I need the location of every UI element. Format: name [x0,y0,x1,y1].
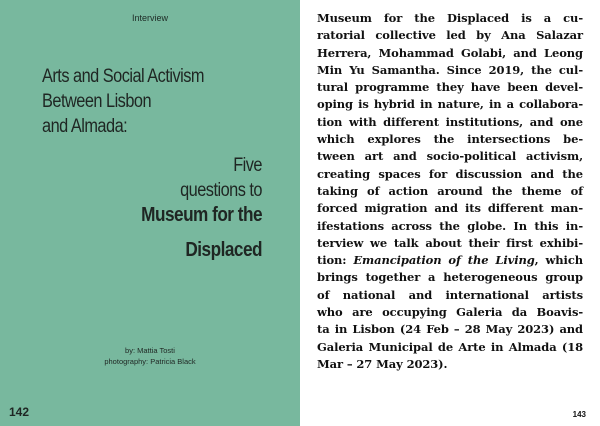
title-line-4: Five [233,155,262,176]
title-line-5: questions to [180,180,262,201]
page-number-left: 142 [9,405,30,419]
intro-paragraph [317,10,583,373]
text-line: Galeria Municipal de Arte in Almada (18 [317,339,583,354]
right-page [300,0,600,426]
text-line: ratorial collective led by Ana Salazar [317,28,583,43]
text-segment: tion: [317,253,354,268]
title-line-3: and Almada: [42,116,128,137]
text-line: who are occupying Galeria da Boavis- [317,305,583,320]
text-line: tween art and socio-political activism, [317,149,583,164]
text-line: Mar – 27 May 2023). [317,356,448,371]
article-title [42,64,262,263]
text-line: of national and international artists [317,287,583,302]
text-line: which explores the intersections be- [317,132,583,147]
byline: by: Mattia Tosti [125,346,175,355]
text-segment: , which [534,253,583,268]
section-label: Interview [131,13,168,23]
text-line: oping is hybrid in nature, in a collabora- [317,97,583,112]
text-line: creating spaces for discussion and the [317,166,583,181]
title-line-7: Displaced [185,239,262,261]
text-line: Museum for the Displaced is a cu- [317,11,583,25]
text-line-mixed [317,252,583,269]
page-number-right: 143 [572,410,586,419]
text-line: ifestations across the globe. In this in- [317,218,583,233]
title-line-6: Museum for the [141,204,262,226]
text-line: brings together a heterogeneous group [317,270,583,285]
text-line: tural programme they have been devel- [317,80,583,95]
text-line: taking of action around the theme of [317,183,583,198]
credits [0,345,300,367]
exhibition-title: Emancipation of the Living [353,253,535,268]
text-line: terview we talk about their first exhibi- [317,235,583,250]
text-line: ta in Lisbon (24 Feb – 28 May 2023) and [317,322,583,337]
text-line: forced migration and its different man- [317,201,583,216]
title-line-2: Between Lisbon [42,91,152,112]
text-line: Herrera, Mohammad Golabi, and Leong [317,45,583,60]
text-line: tion with different institutions, and one [317,114,583,129]
title-line-1: Arts and Social Activism [42,66,204,87]
text-line: Min Yu Samantha. Since 2019, the cul- [317,62,583,77]
photography-credit: photography: Patricia Black [104,357,196,366]
